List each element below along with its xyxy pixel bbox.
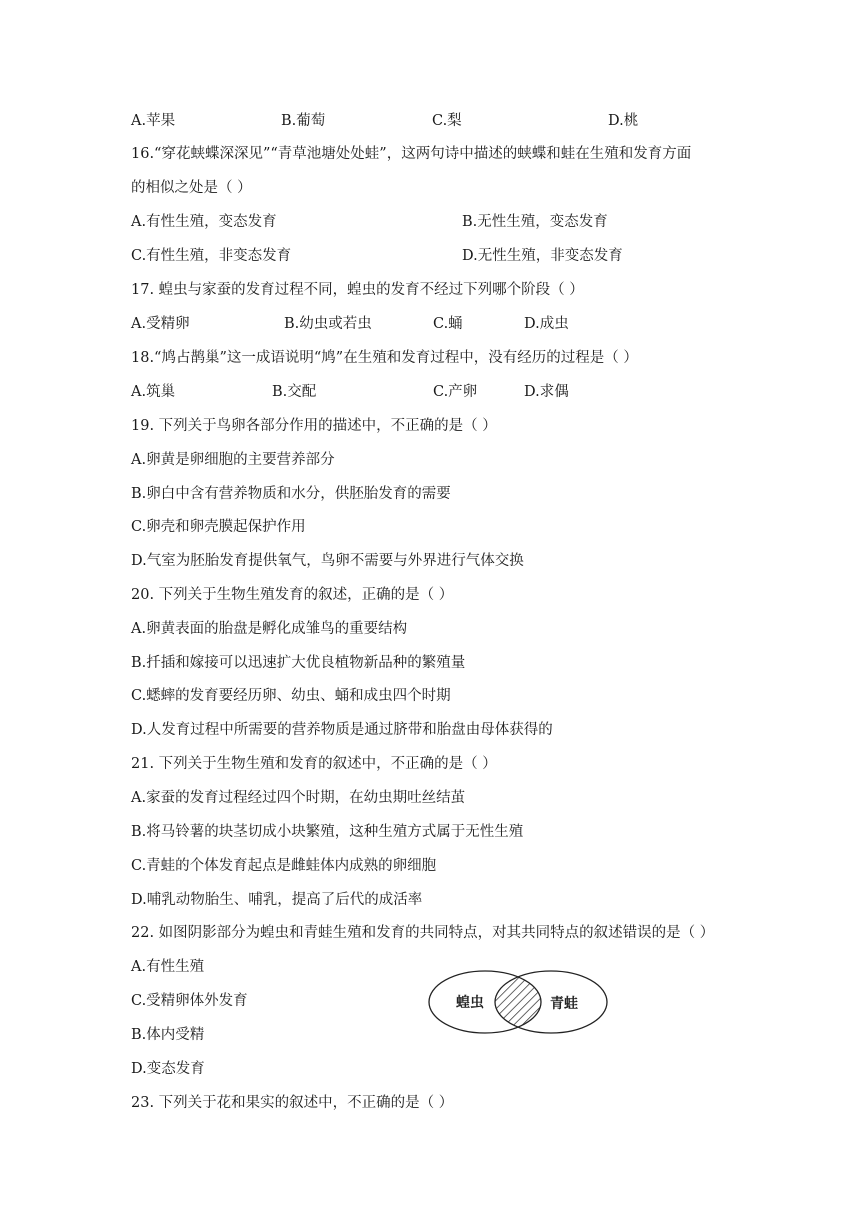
q22-option-d: D.变态发育	[131, 1061, 205, 1077]
q16-stem-line1: 16.“穿花蛱蝶深深见”“青草池塘处处蛙”，这两句诗中描述的蛱蝶和蛙在生殖和发育方面	[131, 146, 692, 162]
q20-option-b: B.扦插和嫁接可以迅速扩大优良植物新品种的繁殖量	[131, 655, 466, 671]
q19-option-d: D.气室为胚胎发育提供氧气，鸟卵不需要与外界进行气体交换	[131, 553, 524, 569]
q17-option-b: B.幼虫或若虫	[284, 316, 372, 332]
q19-option-a: A.卵黄是卵细胞的主要营养部分	[131, 452, 335, 468]
q20-option-a: A.卵黄表面的胎盘是孵化成雏鸟的重要结构	[131, 621, 408, 637]
q17-stem: 17. 蝗虫与家蚕的发育过程不同，蝗虫的发育不经过下列哪个阶段（ ）	[131, 282, 584, 298]
q16-stem-line2: 的相似之处是（ ）	[131, 180, 252, 196]
q15-option-b: B.葡萄	[281, 113, 326, 129]
venn-left-label: 蝗虫	[456, 995, 484, 1011]
q16-option-b: B.无性生殖，变态发育	[462, 214, 608, 230]
q21-option-c: C.青蛙的个体发育起点是雌蛙体内成熟的卵细胞	[131, 858, 437, 874]
q19-stem: 19. 下列关于鸟卵各部分作用的描述中，不正确的是（ ）	[131, 418, 497, 434]
q17-option-c: C.蛹	[433, 316, 463, 332]
q19-option-b: B.卵白中含有营养物质和水分，供胚胎发育的需要	[131, 486, 451, 502]
q21-option-d: D.哺乳动物胎生、哺乳，提高了后代的成活率	[131, 892, 423, 908]
q22-option-a: A.有性生殖	[131, 959, 205, 975]
venn-diagram	[426, 968, 612, 1036]
q22-stem: 22. 如图阴影部分为蝗虫和青蛙生殖和发育的共同特点，对其共同特点的叙述错误的是（ ）	[131, 925, 715, 941]
q21-stem: 21. 下列关于生物生殖和发育的叙述中，不正确的是（ ）	[131, 756, 497, 772]
q17-option-d: D.成虫	[524, 316, 569, 332]
q15-option-a: A.苹果	[131, 113, 176, 129]
q20-stem: 20. 下列关于生物生殖发育的叙述，正确的是（ ）	[131, 587, 454, 603]
q17-option-a: A.受精卵	[131, 316, 190, 332]
q21-option-b: B.将马铃薯的块茎切成小块繁殖，这种生殖方式属于无性生殖	[131, 824, 524, 840]
q16-option-c: C.有性生殖，非变态发育	[131, 248, 292, 264]
q20-option-c: C.蟋蟀的发育要经历卵、幼虫、蛹和成虫四个时期	[131, 688, 451, 704]
q16-option-d: D.无性生殖，非变态发育	[462, 248, 623, 264]
q20-option-d: D.人发育过程中所需要的营养物质是通过脐带和胎盘由母体获得的	[131, 722, 553, 738]
q19-option-c: C.卵壳和卵壳膜起保护作用	[131, 519, 306, 535]
q15-option-d: D.桃	[608, 113, 639, 129]
q18-option-c: C.产卵	[433, 384, 478, 400]
venn-right-label: 青蛙	[550, 996, 578, 1012]
q21-option-a: A.家蚕的发育过程经过四个时期，在幼虫期吐丝结茧	[131, 790, 466, 806]
q22-option-b: B.体内受精	[131, 1027, 205, 1043]
q18-option-b: B.交配	[272, 384, 317, 400]
q22-option-c: C.受精卵体外发育	[131, 993, 248, 1009]
q18-stem: 18.“鸠占鹊巢”这一成语说明“鸠”在生殖和发育过程中，没有经历的过程是（ ）	[131, 350, 638, 366]
q18-option-a: A.筑巢	[131, 384, 176, 400]
q16-option-a: A.有性生殖，变态发育	[131, 214, 277, 230]
q15-option-c: C.梨	[432, 113, 462, 129]
q23-stem: 23. 下列关于花和果实的叙述中，不正确的是（ ）	[131, 1095, 454, 1111]
q18-option-d: D.求偶	[524, 384, 569, 400]
